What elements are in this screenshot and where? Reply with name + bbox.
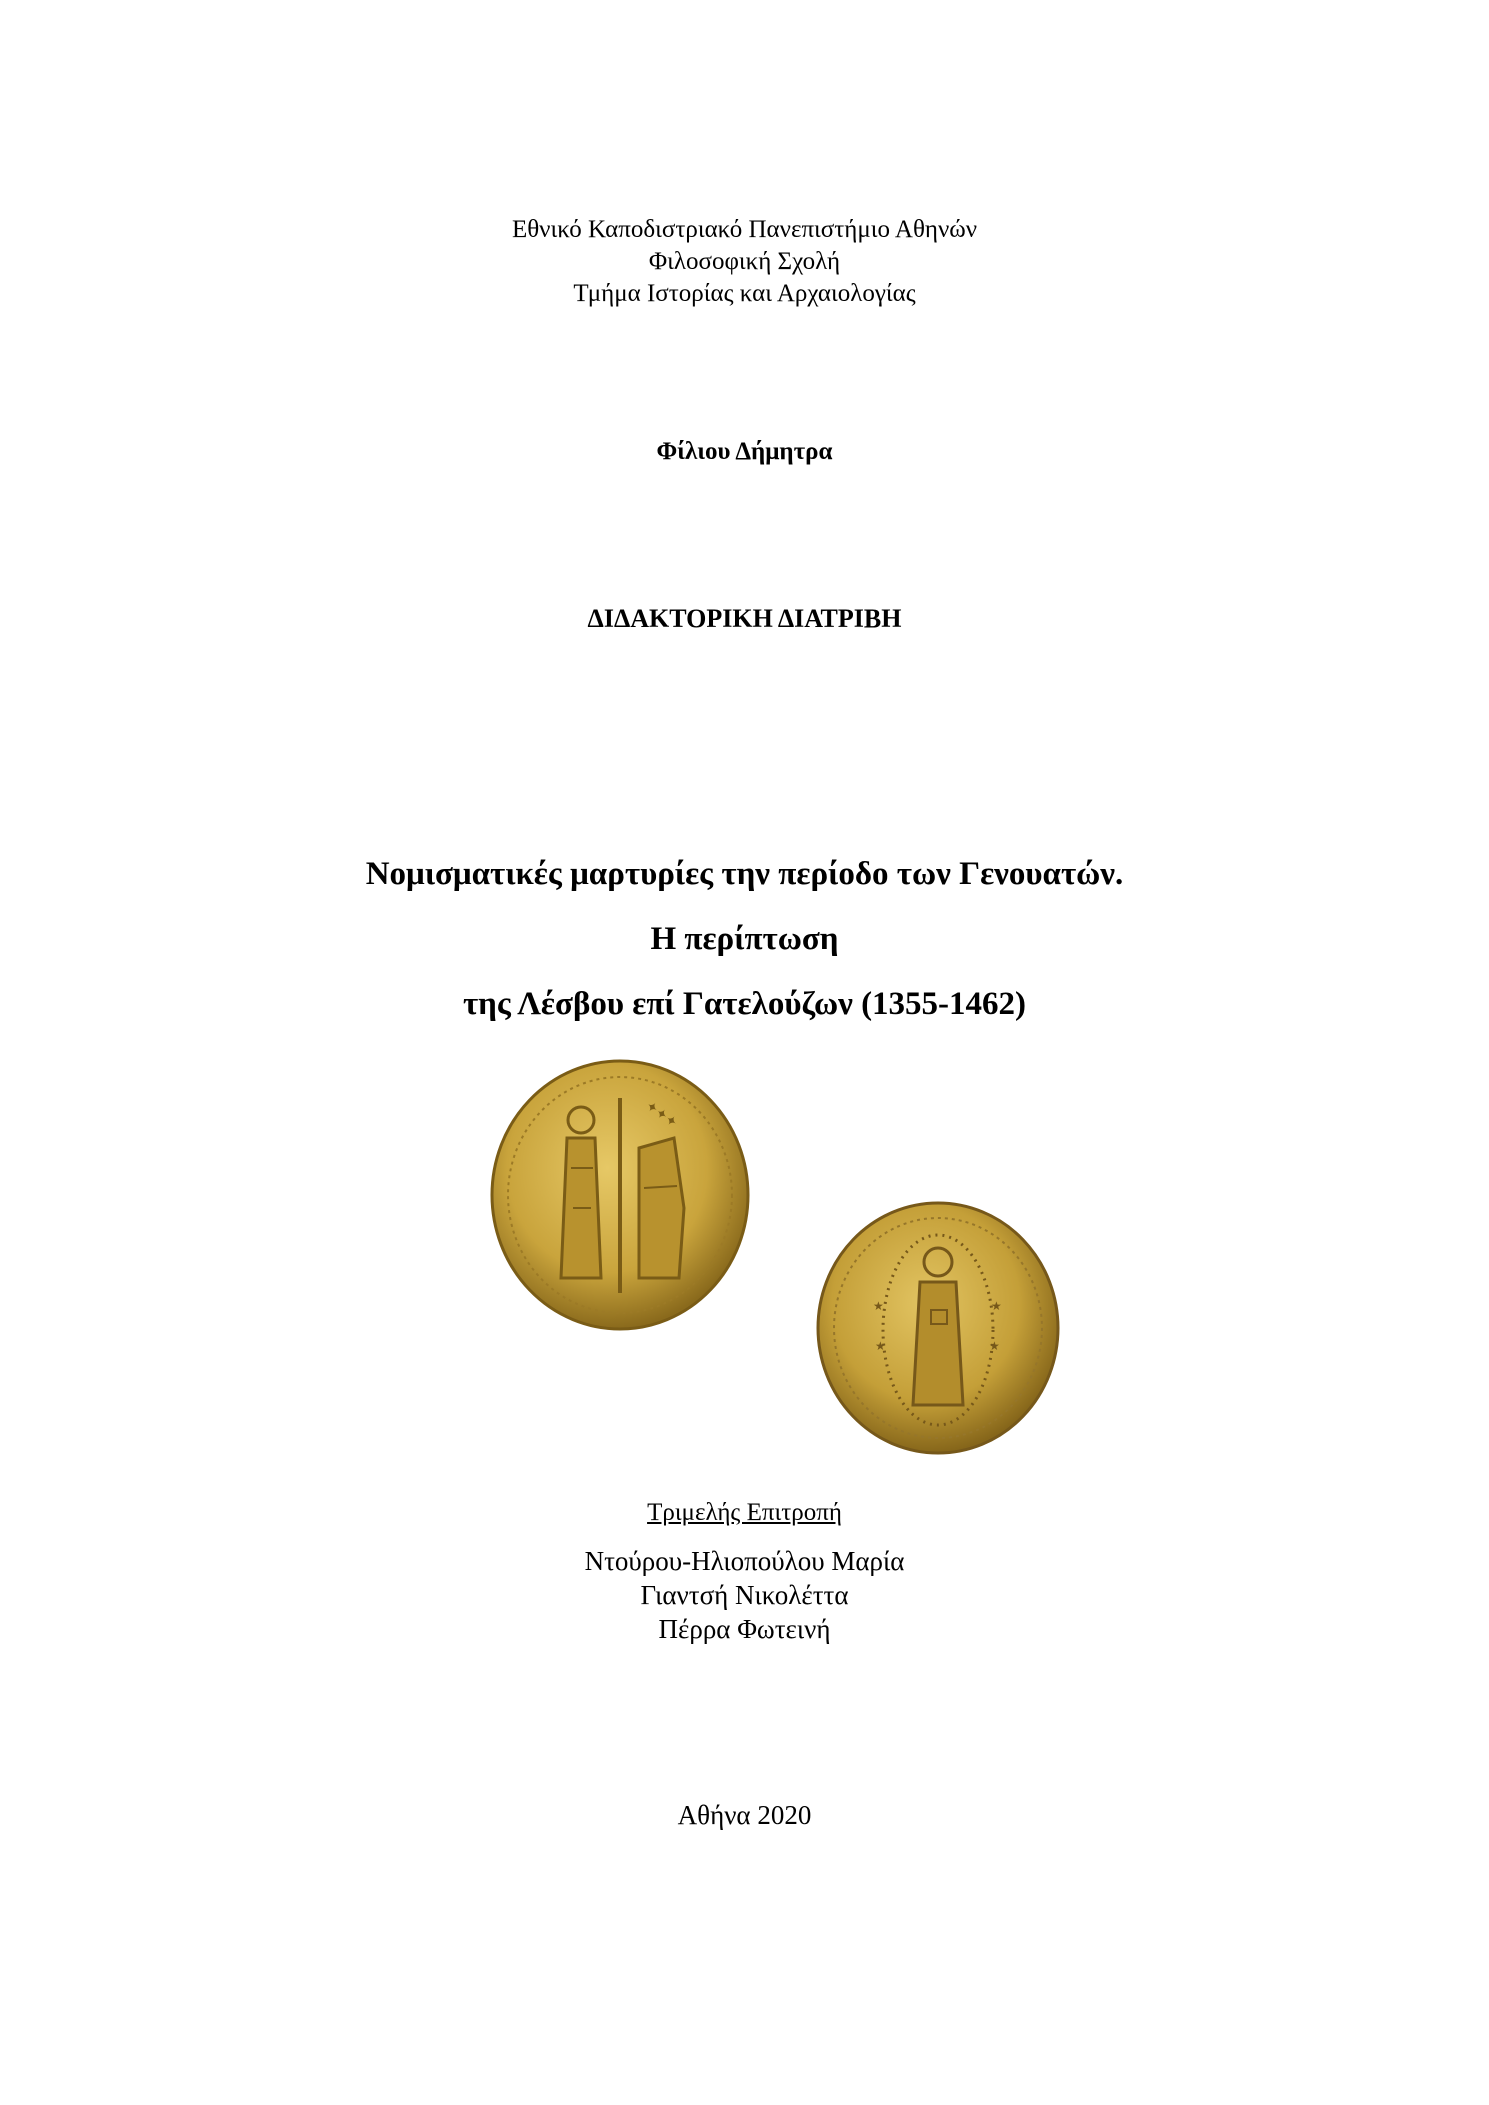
title-line-2: Η περίπτωση <box>650 921 839 957</box>
author-name: Φίλιου Δήμητρα <box>656 438 833 465</box>
svg-text:★: ★ <box>989 1339 1000 1353</box>
committee-member: Ντούρου-Ηλιοπούλου Μαρία <box>584 1546 905 1576</box>
document-type: ΔΙΔΑΚΤΟΡΙΚΗ ΔΙΑΤΡΙΒΗ <box>587 604 902 633</box>
thesis-title <box>0 842 1489 1037</box>
committee-heading: Τριμελής Επιτροπή <box>647 1499 842 1526</box>
svg-text:✦✦✦: ✦✦✦ <box>642 1098 680 1132</box>
university-name: Εθνικό Καποδιστριακό Πανεπιστήμιο Αθηνών <box>511 216 978 243</box>
title-line-1: Νομισματικές μαρτυρίες την περίοδο των Γενουατών. <box>365 856 1124 892</box>
institution-block <box>0 214 1489 310</box>
committee-member: Γιαντσή Νικολέττα <box>640 1580 849 1610</box>
svg-text:★: ★ <box>873 1299 884 1313</box>
place-year: Αθήνα 2020 <box>677 1800 812 1830</box>
committee-members <box>0 1544 1489 1646</box>
committee-member: Πέρρα Φωτεινή <box>658 1614 831 1644</box>
department-name: Τμήμα Ιστορίας και Αρχαιολογίας <box>573 280 916 307</box>
school-name: Φιλοσοφική Σχολή <box>648 248 841 275</box>
coin-reverse-image <box>815 1200 1062 1457</box>
title-line-3: της Λέσβου επί Γατελούζων (1355-1462) <box>462 986 1027 1022</box>
svg-text:★: ★ <box>875 1339 886 1353</box>
coin-obverse-image <box>489 1058 752 1333</box>
svg-text:★: ★ <box>991 1299 1002 1313</box>
